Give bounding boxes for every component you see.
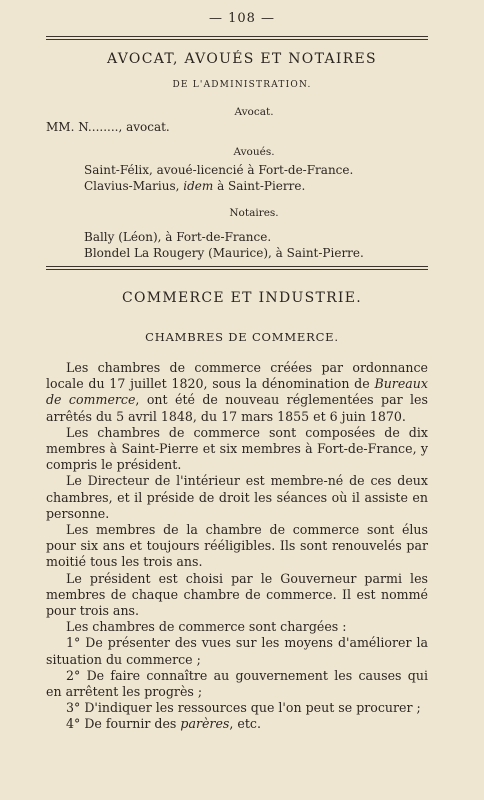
section-title-avocats: AVOCAT, AVOUÉS ET NOTAIRES — [107, 51, 377, 67]
section-divider-rule — [46, 266, 428, 270]
list-item-4 — [46, 716, 428, 732]
paragraph-1 — [46, 360, 428, 425]
avocat-entry: MM. N........, avocat. — [46, 120, 170, 134]
list-item-3: 3° D'indiquer les ressources que l'on peut se procurer ; — [66, 700, 421, 716]
paragraph-3: Le Directeur de l'intérieur est membre-né de ces deux chambres, et il préside de droit les séances où il assiste en personne. — [46, 473, 428, 521]
idem-italic: idem — [183, 179, 214, 193]
paragraph-5: Le président est choisi par le Gouverneur parmi les membres de chaque chambre de commerce. Il est nommé pour trois ans. — [46, 570, 428, 619]
section-subtitle-administration: DE L'ADMINISTRATION. — [172, 80, 312, 90]
main-text — [46, 360, 428, 733]
p1-text-a: Les chambres de commerce créées par ordonnance locale du 17 juillet 1820, sous la dénomination de — [46, 360, 428, 392]
avoue-entry-1: Saint-Félix, avoué-licencié à Fort-de-France. — [84, 163, 354, 177]
item4-italic: parères — [180, 716, 230, 732]
heading-avoues: Avoués. — [233, 146, 275, 158]
item4-text-b: , etc. — [229, 716, 261, 732]
list-item-1: 1° De présenter des vues sur les moyens d'améliorer la situation du commerce ; — [46, 635, 428, 667]
paragraph-4: Les membres de la chambre de commerce sont élus pour six ans et toujours rééligibles. Ils sont renouvelés par moitié tous les trois ans. — [46, 522, 428, 570]
notaire-entry-1: Bally (Léon), à Fort-de-France. — [84, 230, 272, 244]
notaire-entry-2: Blondel La Rougery (Maurice), à Saint-Pierre. — [84, 246, 364, 260]
heading-avocat: Avocat. — [234, 106, 274, 118]
paragraph-2: Les chambres de commerce sont composées de dix membres à Saint-Pierre et six membres à Fort-de-France, y compris le président. — [46, 424, 428, 473]
section-title-commerce: COMMERCE ET INDUSTRIE. — [121, 290, 363, 306]
p1-italic: Bureaux de commerce — [46, 376, 428, 408]
section-subtitle-chambres: CHAMBRES DE COMMERCE. — [145, 330, 339, 344]
list-item-2: 2° De faire connaître au gouvernement les causes qui en arrêtent les progrès ; — [46, 667, 428, 700]
heading-notaires: Notaires. — [229, 207, 279, 219]
p1-text-b: , ont été de nouveau réglementées par les arrêtés du 5 avril 1848, du 17 mars 1855 et 6 juin 1870. — [46, 392, 428, 424]
avoue-entry-2-text: Clavius-Marius, idem à Saint-Pierre. — [84, 179, 306, 193]
top-double-rule — [46, 36, 428, 40]
avoue-entry-2 — [84, 179, 305, 193]
item4-text-a: 4° De fournir des — [66, 716, 181, 732]
page-number: — 108 — — [208, 11, 276, 26]
paragraph-6: Les chambres de commerce sont chargées : — [66, 619, 347, 635]
